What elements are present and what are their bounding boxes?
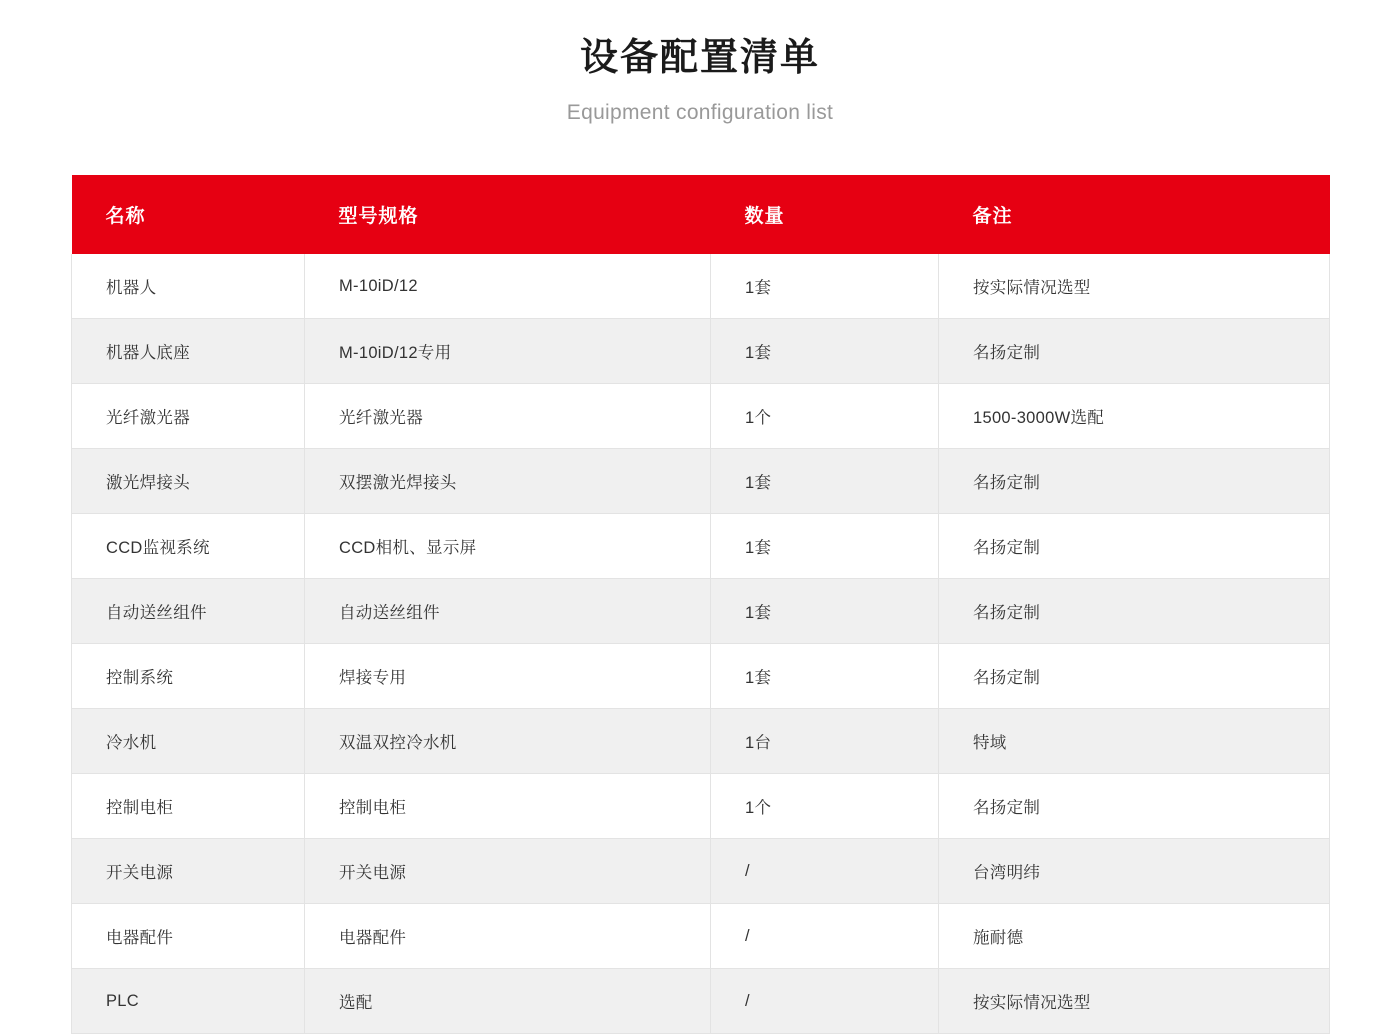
cell-model: 开关电源 bbox=[305, 839, 711, 904]
table-row bbox=[72, 969, 1330, 1034]
column-header-name: 名称 bbox=[72, 175, 305, 254]
column-header-quantity: 数量 bbox=[711, 175, 939, 254]
cell-quantity: 1套 bbox=[711, 449, 939, 514]
cell-model: 双摆激光焊接头 bbox=[305, 449, 711, 514]
title-block bbox=[0, 0, 1400, 125]
cell-name: 开关电源 bbox=[72, 839, 305, 904]
cell-remark: 名扬定制 bbox=[939, 644, 1330, 709]
cell-model: 双温双控冷水机 bbox=[305, 709, 711, 774]
table-row bbox=[72, 579, 1330, 644]
cell-model: M-10iD/12 bbox=[305, 254, 711, 319]
table-body bbox=[72, 254, 1330, 1034]
cell-quantity: 1套 bbox=[711, 254, 939, 319]
table-row bbox=[72, 644, 1330, 709]
cell-name: PLC bbox=[72, 969, 305, 1034]
cell-model: CCD相机、显示屏 bbox=[305, 514, 711, 579]
cell-remark: 特域 bbox=[939, 709, 1330, 774]
cell-name: 机器人 bbox=[72, 254, 305, 319]
table-row bbox=[72, 449, 1330, 514]
cell-quantity: 1套 bbox=[711, 319, 939, 384]
cell-remark: 施耐德 bbox=[939, 904, 1330, 969]
table-header-row bbox=[72, 175, 1330, 254]
table-row bbox=[72, 254, 1330, 319]
column-header-remark: 备注 bbox=[939, 175, 1330, 254]
cell-name: 冷水机 bbox=[72, 709, 305, 774]
cell-model: 选配 bbox=[305, 969, 711, 1034]
cell-name: 自动送丝组件 bbox=[72, 579, 305, 644]
cell-quantity: / bbox=[711, 839, 939, 904]
cell-quantity: 1个 bbox=[711, 384, 939, 449]
table-row bbox=[72, 384, 1330, 449]
cell-model: 光纤激光器 bbox=[305, 384, 711, 449]
page-subtitle: Equipment configuration list bbox=[566, 101, 834, 125]
cell-model: 电器配件 bbox=[305, 904, 711, 969]
cell-remark: 名扬定制 bbox=[939, 774, 1330, 839]
page-title: 设备配置清单 bbox=[579, 37, 820, 79]
equipment-configuration-table bbox=[71, 175, 1330, 1034]
cell-remark: 名扬定制 bbox=[939, 449, 1330, 514]
cell-model: M-10iD/12专用 bbox=[305, 319, 711, 384]
table-header bbox=[72, 175, 1330, 254]
cell-remark: 名扬定制 bbox=[939, 579, 1330, 644]
table-row bbox=[72, 839, 1330, 904]
table-row bbox=[72, 709, 1330, 774]
cell-name: 控制系统 bbox=[72, 644, 305, 709]
cell-remark: 台湾明纬 bbox=[939, 839, 1330, 904]
cell-model: 控制电柜 bbox=[305, 774, 711, 839]
cell-quantity: 1套 bbox=[711, 579, 939, 644]
cell-quantity: 1套 bbox=[711, 514, 939, 579]
cell-quantity: 1套 bbox=[711, 644, 939, 709]
equipment-table-container bbox=[71, 175, 1329, 1034]
cell-name: 光纤激光器 bbox=[72, 384, 305, 449]
cell-model: 焊接专用 bbox=[305, 644, 711, 709]
cell-remark: 名扬定制 bbox=[939, 319, 1330, 384]
cell-quantity: / bbox=[711, 904, 939, 969]
table-row bbox=[72, 774, 1330, 839]
cell-name: 控制电柜 bbox=[72, 774, 305, 839]
cell-name: 激光焊接头 bbox=[72, 449, 305, 514]
cell-quantity: 1个 bbox=[711, 774, 939, 839]
table-row bbox=[72, 514, 1330, 579]
cell-name: 机器人底座 bbox=[72, 319, 305, 384]
cell-name: CCD监视系统 bbox=[72, 514, 305, 579]
cell-remark: 名扬定制 bbox=[939, 514, 1330, 579]
table-row bbox=[72, 904, 1330, 969]
cell-remark: 按实际情况选型 bbox=[939, 254, 1330, 319]
cell-remark: 1500-3000W选配 bbox=[939, 384, 1330, 449]
cell-remark: 按实际情况选型 bbox=[939, 969, 1330, 1034]
cell-name: 电器配件 bbox=[72, 904, 305, 969]
cell-quantity: 1台 bbox=[711, 709, 939, 774]
cell-model: 自动送丝组件 bbox=[305, 579, 711, 644]
table-row bbox=[72, 319, 1330, 384]
column-header-model: 型号规格 bbox=[305, 175, 711, 254]
cell-quantity: / bbox=[711, 969, 939, 1034]
